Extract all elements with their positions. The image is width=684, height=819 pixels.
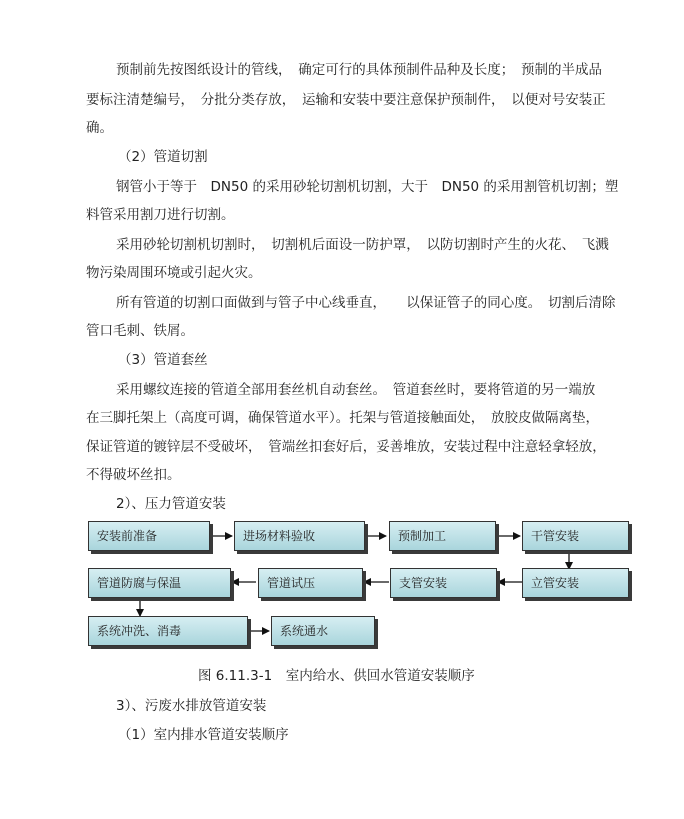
para-prefab-line3: 确。 xyxy=(86,120,113,136)
heading-pipe-cutting: （2）管道切割 xyxy=(118,149,208,165)
para-grinder-line2: 物污染周围环境或引起火灾。 xyxy=(86,265,262,281)
flow-step-flush-disinfect: 系统冲洗、消毒 xyxy=(88,616,248,646)
para-threading-line4: 不得破坏丝扣。 xyxy=(86,467,181,483)
subheading-indoor-drainage-order: （1）室内排水管道安装顺序 xyxy=(118,727,289,743)
flow-step-main-pipe: 干管安装 xyxy=(522,521,629,551)
para-threading-line3: 保证管道的镀锌层不受破坏， 管端丝扣套好后，妥善堆放，安装过程中注意轻拿轻放， xyxy=(86,439,606,455)
para-cutting-line2: 料管采用割刀进行切割。 xyxy=(86,207,235,223)
para-prefab-line1: 预制前先按图纸设计的管线， 确定可行的具体预制件品种及长度； 预制的半成品 xyxy=(116,62,602,78)
heading-pipe-threading: （3）管道套丝 xyxy=(118,352,208,368)
flow-step-branch-pipe: 支管安装 xyxy=(390,568,497,598)
para-prefab-line2: 要标注清楚编号， 分批分类存放， 运输和安装中要注意保护预制件， 以便对号安装正 xyxy=(86,92,606,108)
flow-step-prefabrication: 预制加工 xyxy=(389,521,496,551)
para-threading-line1: 采用螺纹连接的管道全部用套丝机自动套丝。 管道套丝时，要将管道的另一端放 xyxy=(116,382,596,398)
flow-step-riser-pipe: 立管安装 xyxy=(522,568,629,598)
para-cut-face-line2: 管口毛刺、铁屑。 xyxy=(86,323,194,339)
flow-step-anticorrosion-insulation: 管道防腐与保温 xyxy=(88,568,231,598)
section-drainage-pipe: 3）、污废水排放管道安装 xyxy=(116,698,267,714)
para-threading-line2: 在三脚托架上（高度可调，确保管道水平）。托架与管道接触面处， 放胶皮做隔离垫， xyxy=(86,410,599,426)
flow-step-preparation: 安装前准备 xyxy=(88,521,210,551)
section-pressure-pipe: 2）、压力管道安装 xyxy=(116,496,226,512)
para-grinder-line1: 采用砂轮切割机切割时， 切割机后面设一防护罩， 以防切割时产生的火花、 飞溅 xyxy=(116,237,609,253)
flow-step-pressure-test: 管道试压 xyxy=(258,568,363,598)
figure-caption: 图 6.11.3-1 室内给水、供回水管道安装顺序 xyxy=(198,668,475,684)
flow-step-water-supply: 系统通水 xyxy=(271,616,375,646)
flow-step-material-inspection: 进场材料验收 xyxy=(234,521,365,551)
para-cut-face-line1: 所有管道的切割口面做到与管子中心线垂直， 以保证管子的同心度。 切割后清除 xyxy=(116,295,616,311)
para-cutting-line1: 钢管小于等于 DN50 的采用砂轮切割机切割，大于 DN50 的采用割管机切割；塑 xyxy=(116,179,619,195)
